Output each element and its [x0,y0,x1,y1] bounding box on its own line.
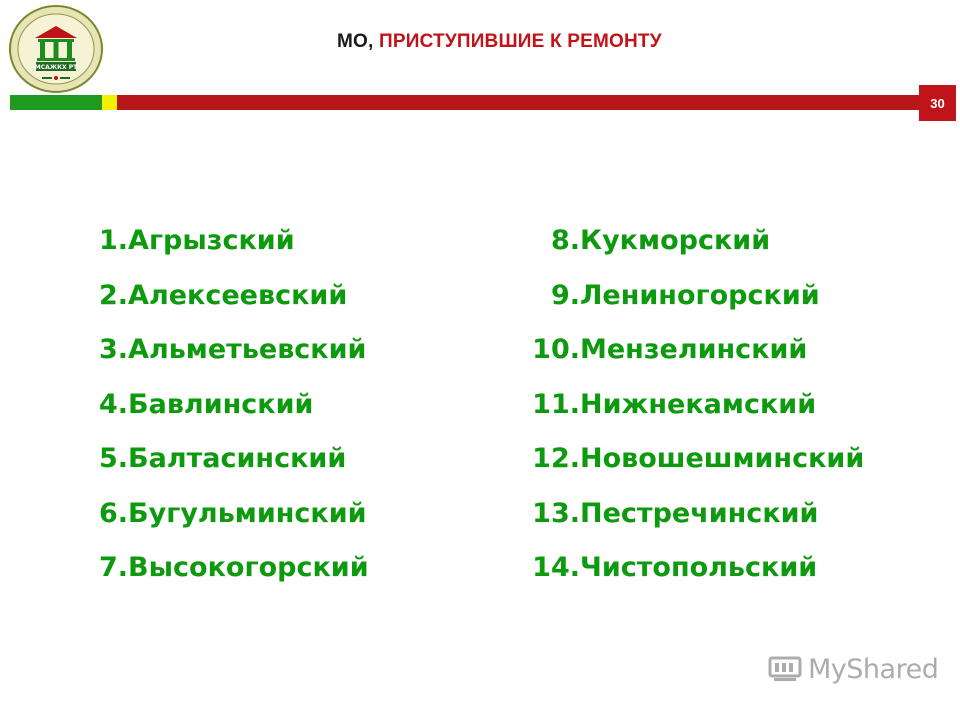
district-name: Балтасинский [128,443,347,474]
district-name: Новошешминский [580,443,865,474]
list-item [530,487,864,542]
item-number: 2. [99,279,129,311]
item-number: 13. [532,497,580,529]
district-name: Высокогорский [128,552,369,583]
presentation-board-icon [768,655,802,685]
list-item [530,269,864,324]
list-item [99,541,369,596]
item-number: 6. [99,497,129,529]
item-number: 14. [532,552,580,583]
title-text: ПРИСТУПИВШИЕ К РЕМОНТУ [378,31,662,52]
item-number: 4. [99,388,129,420]
district-name: Пестречинский [580,497,819,529]
watermark-text: MyShared [808,654,939,685]
district-name: Мензелинский [580,334,808,365]
list-item [530,214,864,269]
item-number: 10. [532,334,580,365]
slide-title [337,31,662,53]
watermark[interactable] [768,654,938,685]
item-number: 12. [532,443,580,474]
district-name: Агрызский [128,225,295,256]
item-number: 9. [550,279,580,311]
district-name: Кукморский [580,225,771,256]
band-red [117,95,920,110]
item-number: 11. [532,388,580,420]
district-name: Бугульминский [128,497,367,529]
item-number: 7. [99,552,129,583]
band-green [10,95,102,110]
item-number: 3. [99,334,129,365]
district-name: Бавлинский [128,388,314,420]
list-item [530,432,864,487]
district-name: Чистопольский [580,552,818,583]
list-item [530,323,864,378]
district-list-right [530,214,864,596]
list-item [530,541,864,596]
list-item [99,269,369,324]
district-name: Нижнекамский [580,388,817,420]
district-name: Альметьевский [128,334,367,365]
band-yellow [102,95,117,110]
item-number: 8. [550,225,580,256]
list-item [99,214,369,269]
item-number: 5. [99,443,129,474]
district-name: Лениногорский [580,279,820,311]
logo-label: МСАЖКХ РТ [34,64,78,71]
item-number: 1. [99,225,129,256]
list-item [530,378,864,433]
list-item [99,432,369,487]
district-list-left [99,214,369,596]
list-item [99,378,369,433]
list-item [99,487,369,542]
ministry-logo [8,4,104,94]
title-prefix: МО, [337,31,374,52]
district-name: Алексеевский [128,279,348,311]
list-item [99,323,369,378]
page-number-badge: 30 [919,85,956,121]
